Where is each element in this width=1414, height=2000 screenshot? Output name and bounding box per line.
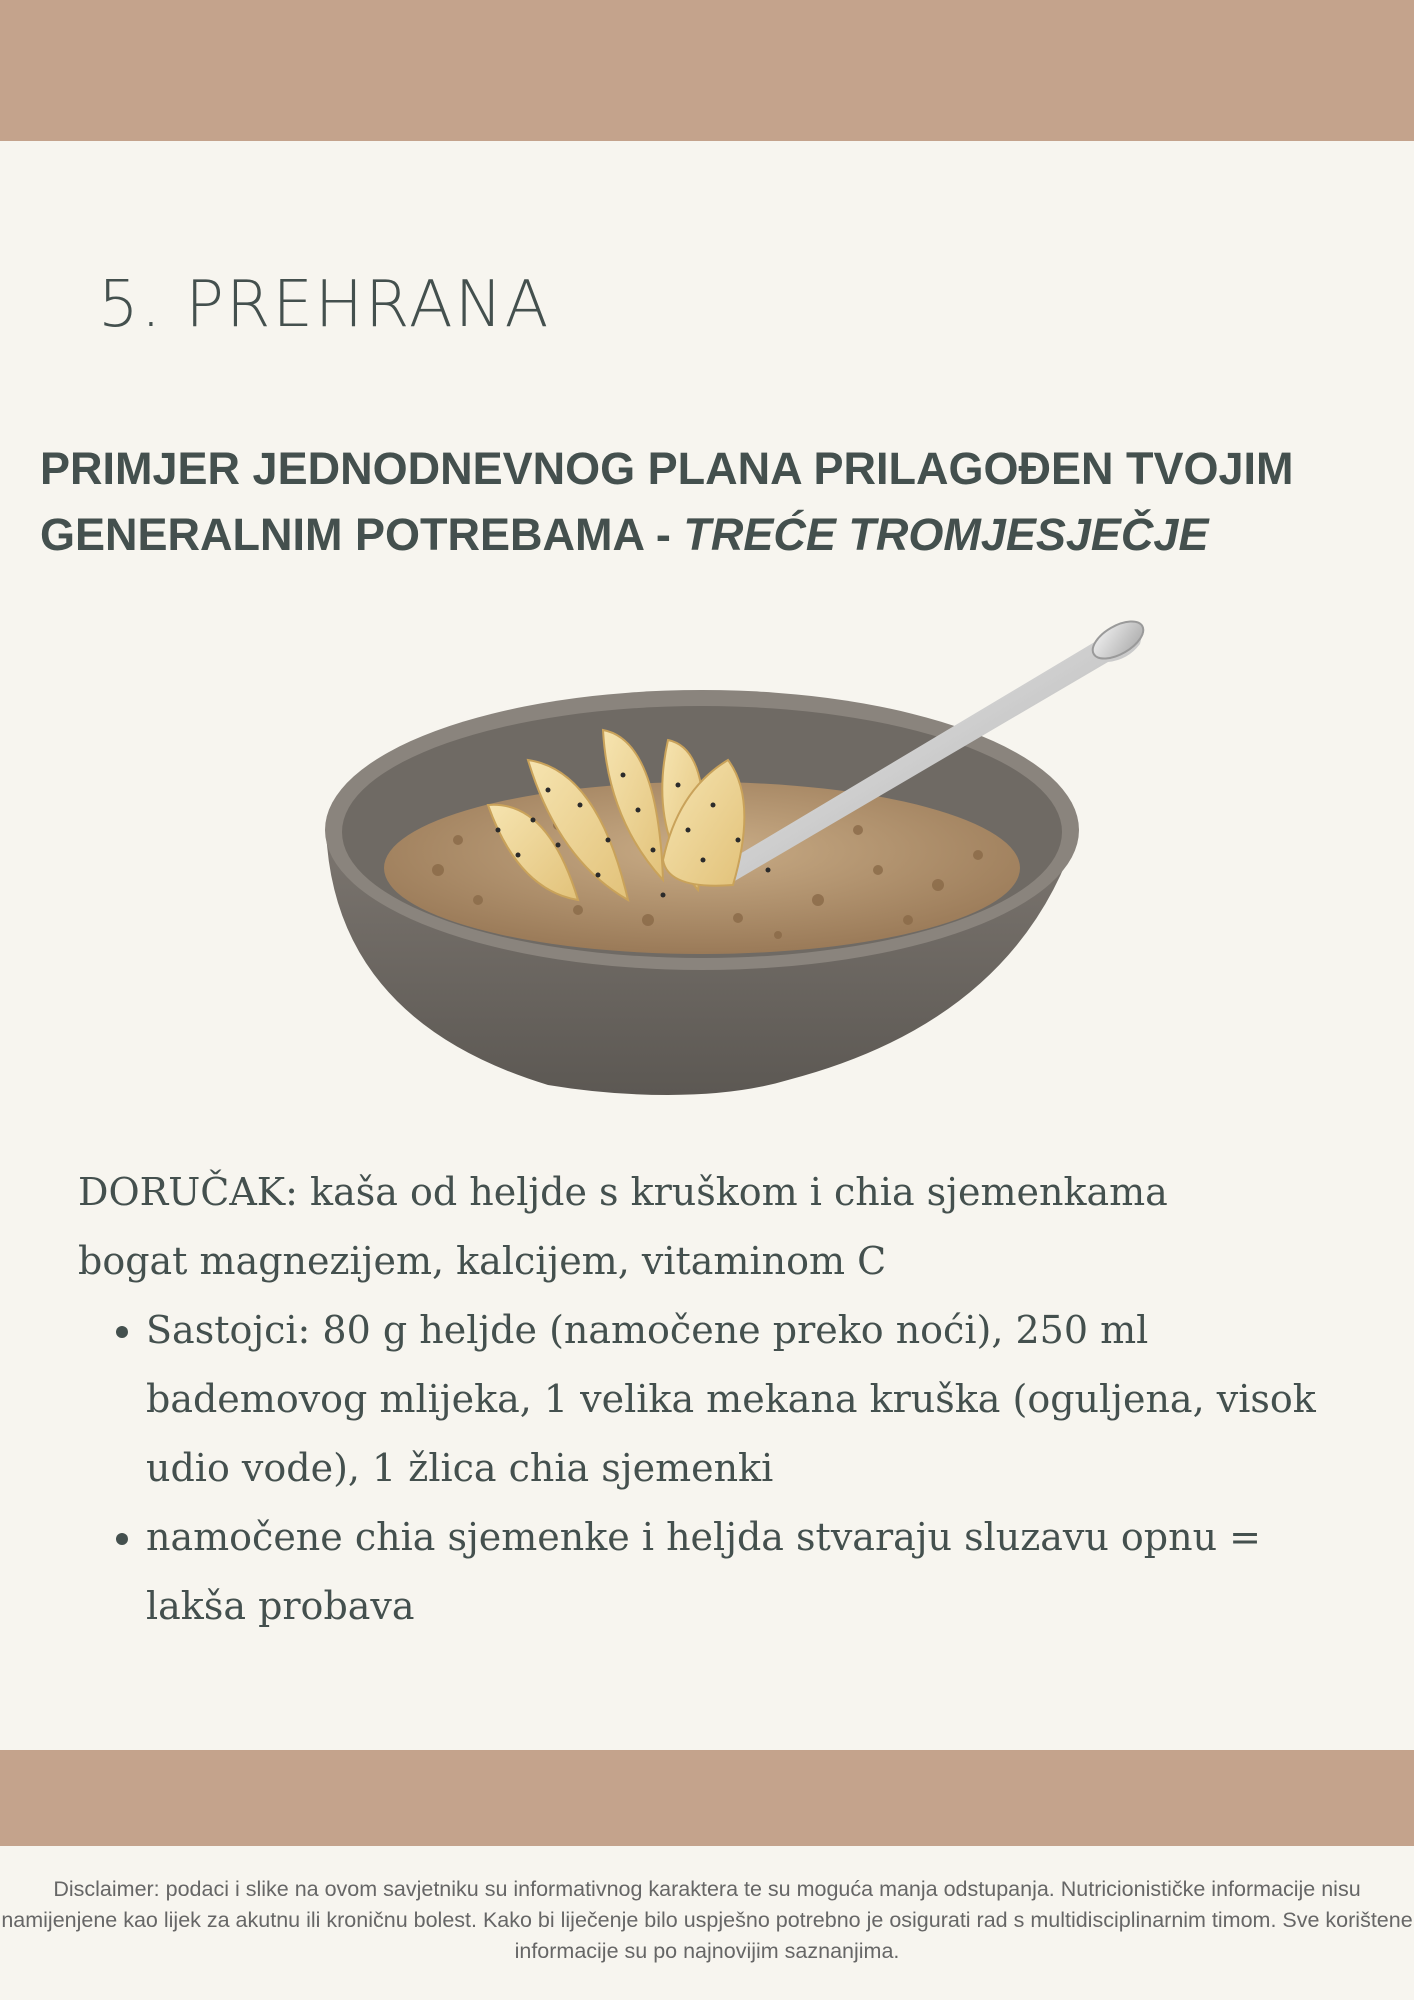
meal-benefit: bogat magnezijem, kalcijem, vitaminom C [78,1239,887,1283]
subtitle-main: PRIMJER JEDNODNEVNOG PLANA PRILAGOĐEN TVOJIM GENERALNIM POTREBAMA - [40,443,1294,560]
disclaimer-text: Disclaimer: podaci i slike na ovom savjetniku su informativnog karaktera te su moguća manja odstupanja. Nutricionističke informacije nisu namijenjene kao lijek za akutnu ili kroničnu bolest. Kako bi liječenje bilo uspješno potrebno je osigurati rad s multidisciplinarnim timom. Sve korištene informacije su po najnovijim saznanjima. [1,1877,1413,1963]
subtitle-trimester: TREĆE TROMJESJEČJE [683,509,1209,560]
meal-bullet-list [78,1296,1348,1641]
meal-title: DORUČAK: kaša od heljde s kruškom i chia sjemenkama [78,1170,1168,1214]
list-item-digestion: • namočene chia sjemenke i heljda stvaraju sluzavu opnu = lakša probava [146,1503,1348,1641]
bottom-band [0,1750,1414,1846]
list-item-ingredients: • Sastojci: 80 g heljde (namočene preko noći), 250 ml bademovog mlijeka, 1 velika mekana kruška (oguljena, visok udio vode), 1 žlica chia sjemenki [146,1296,1348,1503]
porridge-bowl-image [318,600,1148,1100]
meal-section [78,1158,1348,1641]
section-title: 5. PREHRANA [98,268,551,342]
top-band [0,0,1414,141]
plan-subtitle [40,436,1380,568]
